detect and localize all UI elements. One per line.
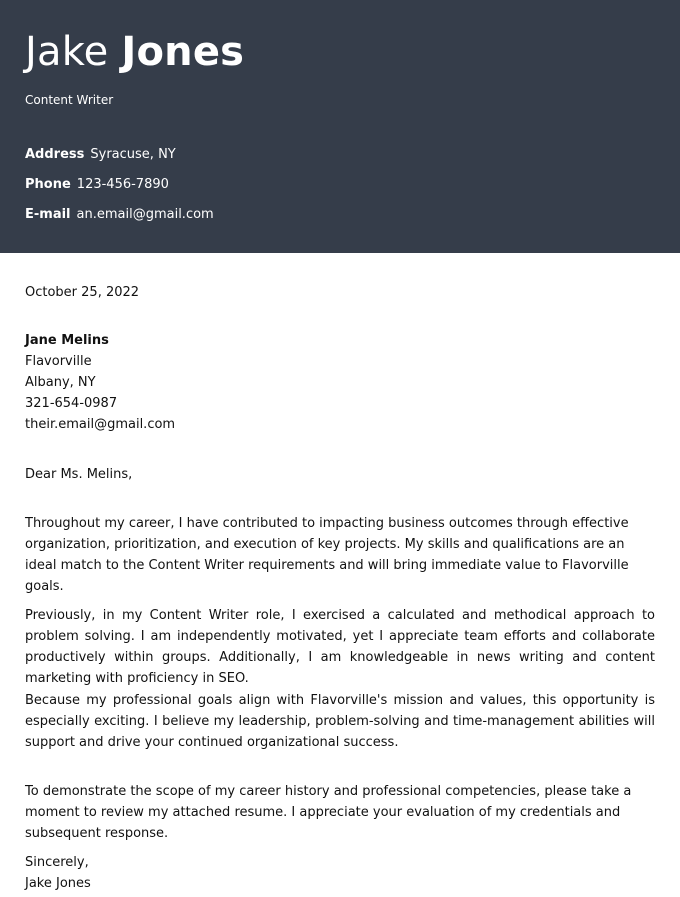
applicant-first-name: Jake <box>25 29 109 75</box>
recipient-email: their.email@gmail.com <box>25 417 176 432</box>
phone-value: 123-456-7890 <box>76 177 169 192</box>
email-label: E-mail <box>25 207 71 222</box>
letter-paragraph-3: Because my professional goals align with Flavorville's mission and values, this opportunity is especially exciting. I believe my leadership, problem-solving and time-management abilities will support and drive your continued organizational success. <box>25 693 655 750</box>
recipient-location: Albany, NY <box>25 375 96 390</box>
closing-phrase: Sincerely, <box>25 855 89 870</box>
applicant-role: Content Writer <box>25 93 114 107</box>
letter-paragraph-2: Previously, in my Content Writer role, I exercised a calculated and methodical approach to problem solving. I am independently motivated, yet I appreciate team efforts and collaborate productively within groups. Additionally, I am knowledgeable in news writing and content marketing with proficiency in SEO. <box>25 608 655 686</box>
resume-header <box>0 0 680 253</box>
recipient-block <box>25 330 655 435</box>
letter-paragraph-4: To demonstrate the scope of my career history and professional competencies, please take a moment to review my attached resume. I appreciate your evaluation of my credentials and subsequent response. <box>25 784 632 841</box>
closing-block <box>25 852 655 894</box>
salutation: Dear Ms. Melins, <box>25 467 133 482</box>
recipient-phone: 321-654-0987 <box>25 396 118 411</box>
applicant-name <box>25 28 244 76</box>
letter-date: October 25, 2022 <box>25 285 140 300</box>
applicant-last-name: Jones <box>121 29 245 75</box>
phone-label: Phone <box>25 177 71 192</box>
contact-email <box>25 206 214 224</box>
contact-phone <box>25 176 169 194</box>
recipient-company: Flavorville <box>25 354 92 369</box>
letter-paragraph-1: Throughout my career, I have contributed to impacting business outcomes through effective organization, prioritization, and execution of key projects. My skills and qualifications are an ideal match to the Content Writer requirements and will bring immediate value to Flavorville goals. <box>25 516 629 594</box>
email-value: an.email@gmail.com <box>76 207 214 222</box>
contact-address <box>25 146 176 164</box>
recipient-name: Jane Melins <box>25 333 109 348</box>
address-label: Address <box>25 147 85 162</box>
address-value: Syracuse, NY <box>90 147 176 162</box>
signature-name: Jake Jones <box>25 876 91 891</box>
